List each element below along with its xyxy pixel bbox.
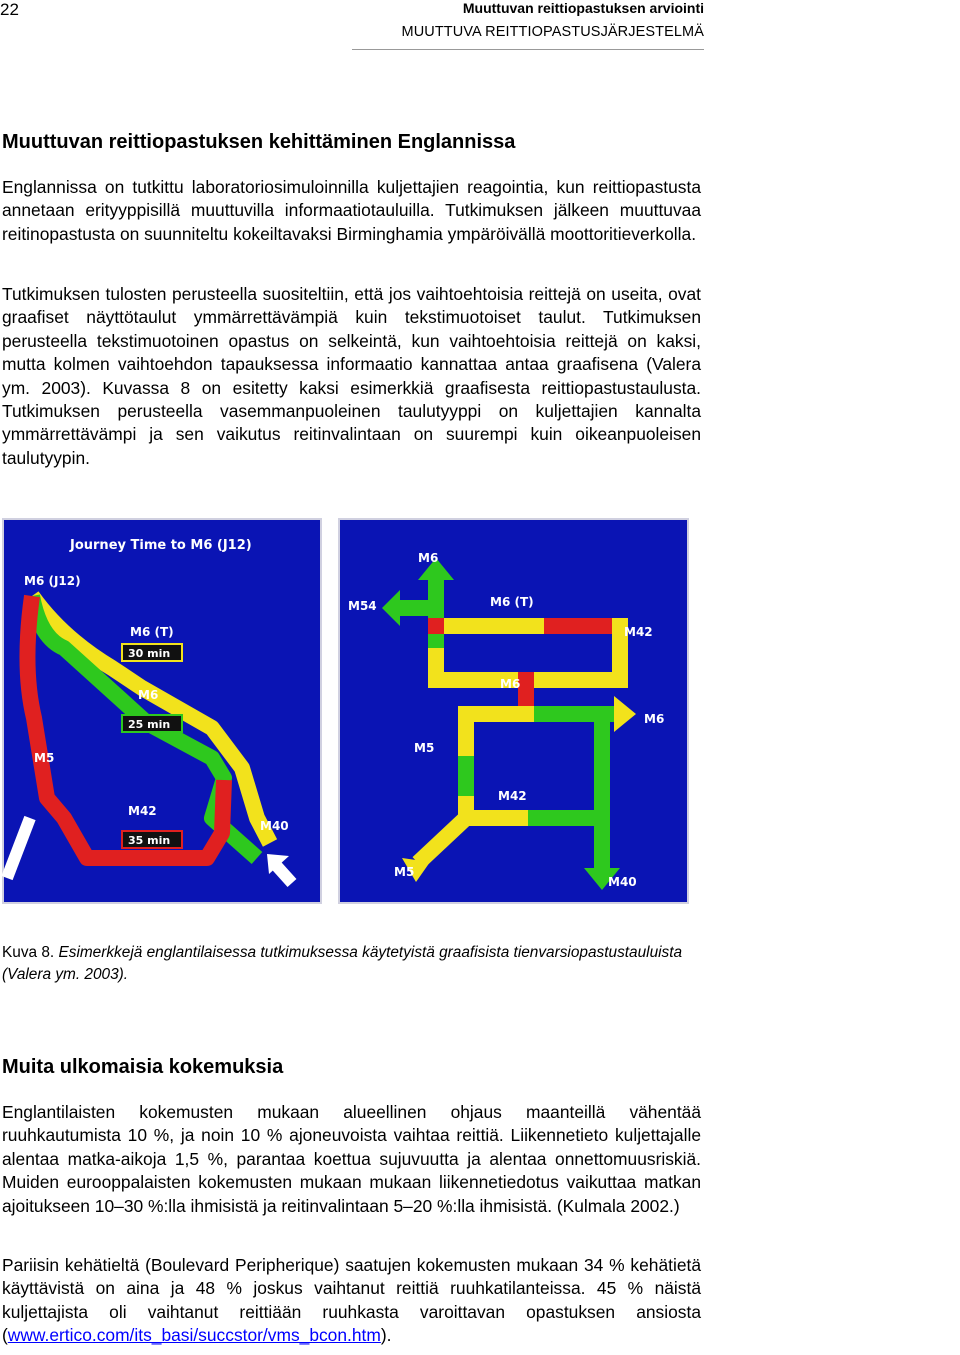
- section-heading-foreign: Muita ulkomaisia kokemuksia: [2, 1056, 284, 1078]
- label-m54: M54: [348, 599, 377, 613]
- label-m6: M6: [138, 688, 159, 702]
- figure-caption: [2, 942, 701, 985]
- label-m5: M5: [34, 751, 55, 765]
- time-m6-t: 30 min: [128, 647, 171, 660]
- running-header-subtitle: MUUTTUVA REITTIOPASTUSJÄRJESTELMÄ: [401, 24, 704, 40]
- caption-label: Kuva 8.: [2, 944, 55, 961]
- time-m42: 35 min: [128, 834, 171, 847]
- label-m6-j12: M6 (J12): [24, 574, 81, 588]
- running-header-title: Muuttuvan reittiopastuksen arviointi: [462, 0, 704, 16]
- label-m6-t: M6 (T): [130, 625, 174, 639]
- paragraph-foreign-2-text: Pariisin kehätieltä (Boulevard Peripherique) saatujen kokemusten mukaan 34 % kehätietä käyttävistä on aina ja 48 % joskus vaihtanut reittiä ruuhkatilanteissa. 45 % näistä kuljettajista oli vaihtanut reittiään ruuhkasta varoittavan opastuksen ansiosta (: [2, 1255, 701, 1346]
- page-number: 22: [0, 0, 19, 19]
- label-m40: M40: [260, 819, 289, 833]
- sign-title: Journey Time to M6 (J12): [70, 538, 252, 553]
- paragraph-foreign-2: [2, 1254, 701, 1348]
- label-m42: M42: [128, 804, 157, 818]
- label-m6-mid: M6: [500, 677, 521, 691]
- label-m42-mid: M42: [498, 789, 527, 803]
- graphical-sign-right: [338, 518, 689, 909]
- label-m5-bottom: M5: [394, 865, 415, 879]
- time-m6: 25 min: [128, 718, 171, 731]
- ertico-link[interactable]: www.ertico.com/its_basi/succstor/vms_bcon.htm: [7, 1325, 381, 1346]
- label-m6-t: M6 (T): [490, 595, 534, 609]
- label-m40: M40: [608, 875, 637, 889]
- label-m6-right: M6: [644, 712, 665, 726]
- label-m42-right: M42: [624, 625, 653, 639]
- section-heading-england: Muuttuvan reittiopastuksen kehittäminen Englannissa: [2, 131, 516, 153]
- graphical-sign-left: [2, 518, 322, 909]
- paragraph-foreign-1: Englantilaisten kokemusten mukaan alueellinen ohjaus maanteillä vähentää ruuhkautumista 10 %, ja noin 10 % ajoneuvoista vaihtaa reittiä. Liikennetieto kuljettajalle alentaa matka-aikoja 1,5 %, parantaa koettua sujuvuutta ja alentaa onnettomuusriskiä. Muiden eurooppalaisten kokemusten mukaan mukaan liikennetiedotus vaikuttaa matkan ajoitukseen 10–30 %:lla ihmisistä ja reitinvalintaan 5–20 %:lla ihmisistä. (Kulmala 2002.): [2, 1102, 701, 1216]
- paragraph-england-2: Tutkimuksen tulosten perusteella suositeltiin, että jos vaihtoehtoisia reittejä on useita, ovat graafiset näyttötaulut ymmärrettävämpiä kuin tekstimuotoiset taulut. Tutkimuksen perusteella tekstimuotoinen opastus on selkeintä, kun vaihtoehtoisia reittejä on kaksi, mutta kolmen vaihtoehdon tapauksessa informaatio kannattaa antaa graafisena (Valera ym. 2003). Kuvassa 8 on esitetty kaksi esimerkkiä graafisesta reittiopastustaulusta. Tutkimuksen perusteella vasemmanpuoleinen taulutyyppi on kuljettajien kannalta ymmärrettävämpi ja sen vaikutus reitinvalintaan on suurempi kuin oikeanpuoleisen taulutyypin.: [2, 284, 701, 468]
- label-m5-left: M5: [414, 741, 435, 755]
- paragraph-england-1: Englannissa on tutkittu laboratoriosimuloinnilla kuljettajien reagointia, kun reittiopastusta annetaan erityyppisillä muuttuvilla informaatiotauluilla. Tutkimuksen jälkeen muuttuvaa reitinopastusta on suunniteltu kokeiltavaksi Birminghamia ympäröivällä moottoritieverkolla.: [2, 177, 701, 244]
- paragraph-foreign-2-end: ).: [380, 1325, 392, 1346]
- caption-text: Esimerkkejä englantilaisessa tutkimuksessa käytetyistä graafisista tienvarsiopastustauluista (Valera ym. 2003).: [2, 944, 683, 983]
- header-divider: [352, 49, 704, 50]
- label-m6-top: M6: [418, 551, 439, 565]
